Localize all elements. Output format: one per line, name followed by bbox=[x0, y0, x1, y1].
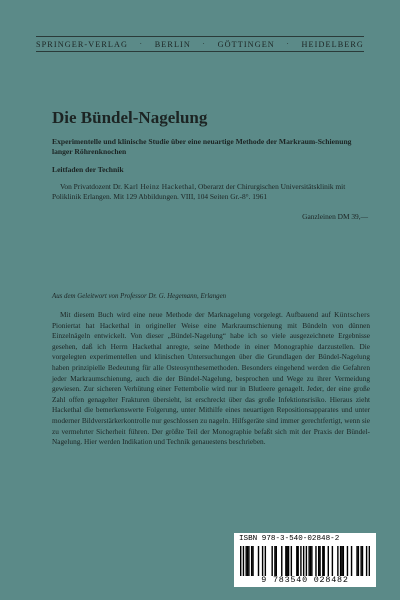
barcode-bar bbox=[318, 546, 319, 576]
barcode-graphic bbox=[240, 546, 370, 576]
barcode-bar bbox=[347, 546, 348, 576]
barcode-bar bbox=[341, 546, 342, 576]
barcode-bar bbox=[310, 546, 311, 576]
barcode-bar bbox=[351, 546, 352, 576]
author-prefix: Von Privatdozent Dr. bbox=[60, 182, 124, 191]
barcode-bar bbox=[281, 546, 282, 576]
author-details: , Oberarzt der Chirurgischen Universitätsklinik mit Poliklinik Erlangen. Mit 129 Abbildungen. VIII, 104 Seiten Gr.-8°. 1961 bbox=[52, 182, 346, 201]
barcode-bar bbox=[296, 546, 297, 576]
publisher-city-goettingen: GÖTTINGEN bbox=[217, 39, 275, 49]
barcode-bar bbox=[340, 546, 341, 576]
foreword-heading: Aus dem Geleitwort von Professor Dr. G. Hegemann, Erlangen bbox=[52, 293, 227, 300]
barcode-bar bbox=[271, 546, 272, 576]
barcode-bar bbox=[265, 546, 266, 576]
barcode-bar bbox=[362, 546, 363, 576]
book-title: Die Bündel-Nagelung bbox=[52, 108, 208, 127]
barcode-bar bbox=[262, 546, 263, 576]
book-subtitle: Experimentelle und klinische Studie über eine neuartige Methode der Markraum-Schienung langer Röhrenknochen bbox=[52, 137, 352, 156]
foreword-text-part-2: Pioniertat hat Hackethal in origineller Weise eine Markraumschienung mit Bündeln von dünnen Einzelnägeln entwickelt. Von dieser „Bündel-Nagelung“ habe ich so viele ausgezeichnete Ergebnisse gesehen, daß ich Herrn Hackethal anregte, seine Methode in einer Monographie darzustellen. Die vorgelegten experimentellen und klinischen Untersuchungen über die Grundlagen der Bündel-Nagelung haben prinzipielle Bedeutung für alle Osteosynthesemethoden. Besonders eingehend werden die Gefahren jeder Markraumschienung, auch die der Bündel-Nagelung, besprochen und Wege zu ihrer Vermeidung gewiesen. Zur sicheren Verhütung einer Fettembolie wird nur in Blutleere genagelt. Jeder, der eine große Zahl offen genagelter Frakturen übersieht, ist erschreckt über das große Infektionsrisiko. Hieraus zieht Hackethal die bemerkenswerte Folgerung, unter Mithilfe eines neuartigen Repositionsapparates und unter moderner Bildverstärkerkontrolle nur geschlossen zu nageln. Hilfsgeräte sind immer gerechtfertigt, wenn sie zu vermehrter Sicherheit führen. Der größte Teil der Monographie befaßt sich mit der Praxis der Bündel-Nagelung. Hier werden Indikation und Technik genauestens beschrieben. bbox=[52, 320, 370, 447]
barcode-bar bbox=[315, 546, 316, 576]
barcode-bar bbox=[369, 546, 370, 576]
barcode-bar bbox=[240, 546, 241, 576]
barcode-bar bbox=[332, 546, 333, 576]
separator-dot: · bbox=[202, 40, 206, 48]
author-credit bbox=[52, 182, 368, 202]
barcode-bar bbox=[322, 546, 323, 576]
isbn-label: ISBN 978-3-540-02848-2 bbox=[239, 535, 340, 543]
price-label: Ganzleinen DM 39,— bbox=[302, 212, 368, 221]
publisher-bar bbox=[36, 36, 364, 52]
author-name: Karl Heinz Hackethal bbox=[123, 182, 195, 191]
barcode-bar bbox=[343, 546, 344, 576]
book-guide-label: Leitfaden der Technik bbox=[52, 165, 124, 174]
barcode-bar bbox=[297, 546, 298, 576]
barcode-bar bbox=[288, 546, 289, 576]
barcode-bar bbox=[323, 546, 324, 576]
barcode-bar bbox=[291, 546, 292, 576]
barcode-bar bbox=[300, 546, 301, 576]
barcode-bar bbox=[252, 546, 253, 576]
barcode-bar bbox=[285, 546, 286, 576]
barcode-bar bbox=[276, 546, 277, 576]
foreword-text bbox=[52, 310, 370, 448]
barcode-bar bbox=[306, 546, 307, 576]
barcode-bar bbox=[366, 546, 367, 576]
publisher-city-berlin: BERLIN bbox=[154, 39, 191, 49]
foreword-text-part-1: Mit diesem Buch wird eine neue Methode der Marknagelung vorgelegt. Aufbauend auf bbox=[60, 310, 335, 319]
barcode-bar bbox=[303, 546, 304, 576]
isbn-barcode-box bbox=[234, 533, 376, 587]
barcode-bar bbox=[274, 546, 275, 576]
barcode-bar bbox=[251, 546, 252, 576]
separator-dot: · bbox=[139, 40, 144, 48]
publisher-city-heidelberg: HEIDELBERG bbox=[301, 39, 364, 49]
barcode-bar bbox=[258, 546, 259, 576]
barcode-bar bbox=[328, 546, 329, 576]
separator-dot: · bbox=[286, 40, 290, 48]
barcode-bar bbox=[356, 546, 357, 576]
barcode-bar bbox=[308, 546, 309, 576]
barcode-bar bbox=[319, 546, 320, 576]
barcode-bar bbox=[287, 546, 288, 576]
barcode-bar bbox=[247, 546, 248, 576]
barcode-bar bbox=[245, 546, 246, 576]
barcode-bar bbox=[248, 546, 249, 576]
barcode-bar bbox=[360, 546, 361, 576]
barcode-digits: 9 783540 028482 bbox=[261, 575, 349, 585]
publisher-name: SPRINGER-VERLAG bbox=[36, 39, 129, 49]
barcode-bar bbox=[358, 546, 359, 576]
barcode-bar bbox=[337, 546, 338, 576]
barcode-bar bbox=[311, 546, 312, 576]
barcode-bar bbox=[243, 546, 244, 576]
foreword-name: Küntschers bbox=[334, 310, 370, 319]
